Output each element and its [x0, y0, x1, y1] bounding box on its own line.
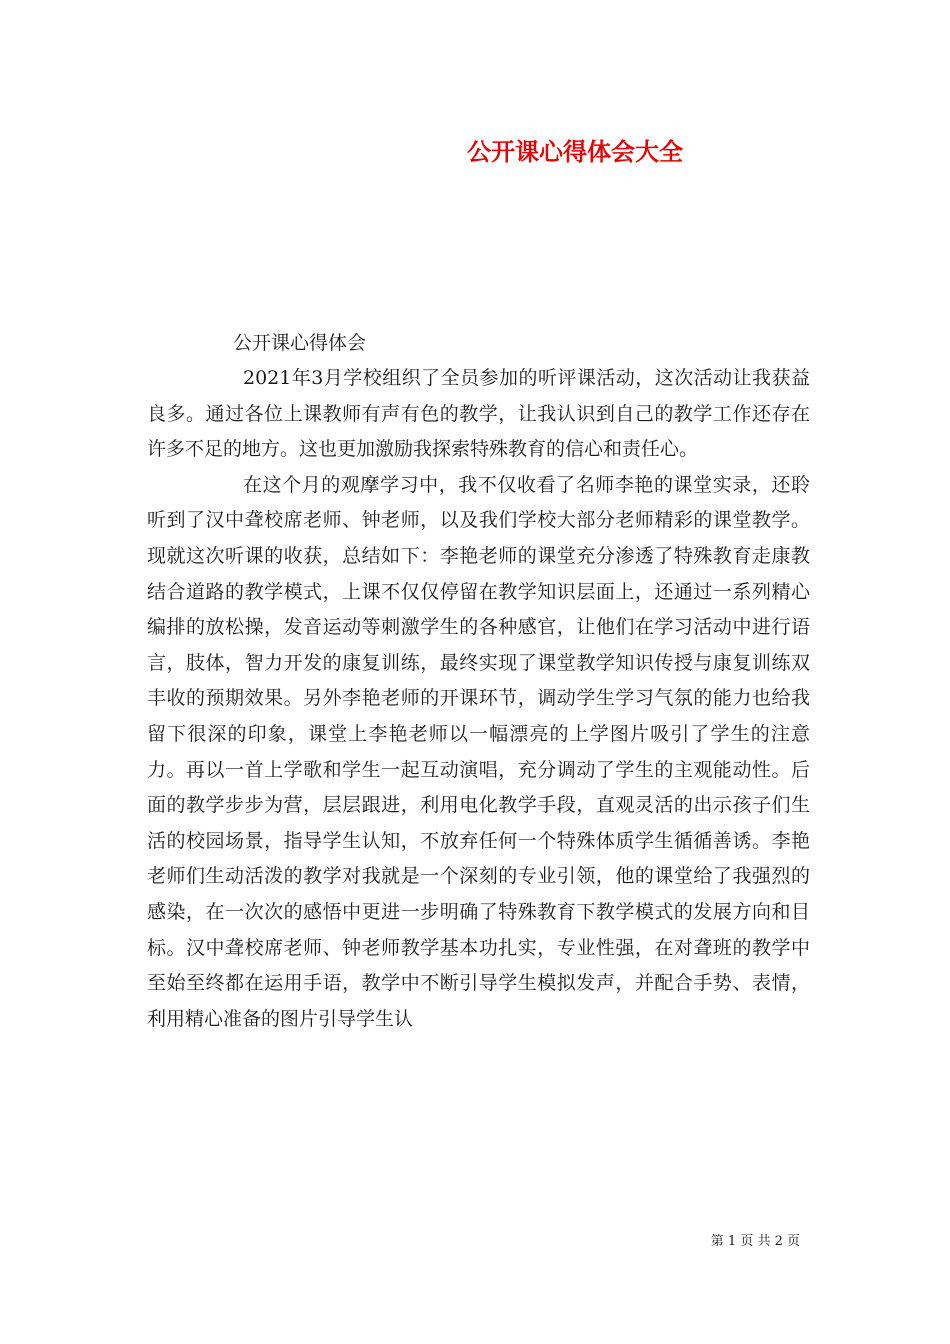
document-subheading: 公开课心得体会 [233, 332, 367, 354]
page-number-footer: 第 1 页 共 2 页 [710, 1234, 800, 1249]
document-body [147, 361, 810, 1037]
paragraph-2: 在这个月的观摩学习中，我不仅收看了名师李艳的课堂实录，还聆听到了汉中聋校席老师、钟老师，以及我们学校大部分老师精彩的课堂教学。现就这次听课的收获，总结如下：李艳老师的课堂充分渗透了特殊教育走康教结合道路的教学模式，上课不仅仅停留在教学知识层面上，还通过一系列精心编排的放松操，发音运动等刺激学生的各种感官，让他们在学习活动中进行语言，肢体，智力开发的康复训练，最终实现了课堂教学知识传授与康复训练双丰收的预期效果。另外李艳老师的开课环节，调动学生学习气氛的能力也给我留下很深的印象，课堂上李艳老师以一幅漂亮的上学图片吸引了学生的注意力。再以一首上学歌和学生一起互动演唱，充分调动了学生的主观能动性。后面的教学步步为营，层层跟进，利用电化教学手段，直观灵活的出示孩子们生活的校园场景，指导学生认知，不放弃任何一个特殊体质学生循循善诱。李艳老师们生动活泼的教学对我就是一个深刻的专业引领，他的课堂给了我强烈的感染，在一次次的感悟中更进一步明确了特殊教育下教学模式的发展方向和目标。汉中聋校席老师、钟老师教学基本功扎实，专业性强，在对聋班的教学中至始至终都在运用手语，教学中不断引导学生模拟发声，并配合手势、表情，利用精心准备的图片引导学生认 [147, 473, 810, 1030]
document-title: 公开课心得体会大全 [467, 137, 683, 166]
paragraph-1: 2021年3月学校组织了全员参加的听评课活动，这次活动让我获益良多。通过各位上课教师有声有色的教学，让我认识到自己的教学工作还存在许多不足的地方。这也更加激励我探索特殊教育的信心和责任心。 [147, 367, 810, 461]
